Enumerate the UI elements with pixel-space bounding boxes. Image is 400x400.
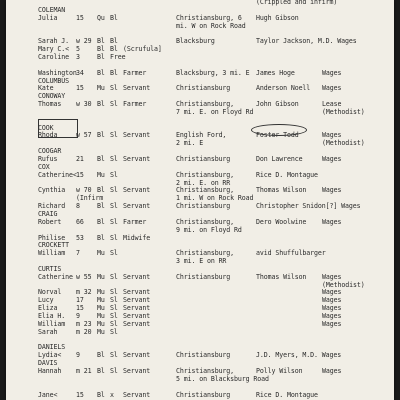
entry-status: Sl — [110, 312, 118, 320]
entry-relation: Bl — [97, 390, 105, 399]
entry-employer: Foster Todd — [256, 131, 299, 140]
register-row — [6, 391, 394, 400]
entry-status: Sl — [110, 84, 118, 93]
entry-residence: Christiansburg, — [176, 366, 235, 375]
entry-status: Sl — [110, 249, 118, 258]
entry-occupation: Farmer — [123, 217, 147, 226]
entry-status: Sl — [110, 100, 118, 109]
entry-relation: Bl — [97, 217, 105, 226]
entry-status: Sl — [110, 304, 118, 313]
entry-age: w 29 — [76, 37, 92, 46]
entry-name: Eliza — [38, 304, 58, 313]
entry-name: Jane< — [38, 390, 58, 399]
entry-relation: Bl — [97, 68, 105, 77]
entry-occupation: Servant — [123, 131, 151, 140]
entry-name: Rhoda — [38, 131, 58, 140]
entry-status: Sl — [110, 272, 118, 281]
entry-name: Lucy — [38, 296, 54, 305]
entry-occupation: Farmer — [123, 68, 147, 77]
entry-residence: Blacksburg, 3 mi. E — [176, 68, 250, 77]
entry-occupation: Servant — [123, 272, 151, 281]
entry-occupation: Servant — [123, 351, 151, 360]
entry-name: CROCKETT — [38, 241, 69, 250]
document-page — [6, 0, 394, 400]
entry-age: m 23 — [76, 319, 92, 328]
entry-status: Sl — [110, 155, 118, 163]
entry-age: 34 — [76, 68, 84, 77]
entry-status: Sl — [110, 319, 118, 328]
entry-relation: Bl — [97, 52, 105, 61]
entry-residence: 7 mi. E. on Floyd Rd — [176, 107, 254, 116]
entry-age: 8 — [76, 202, 80, 211]
entry-notes: Wages — [322, 68, 342, 77]
entry-age: 17 — [76, 296, 84, 305]
entry-name: Lydia< — [38, 351, 62, 360]
entry-employer: James Hoge — [256, 68, 295, 77]
entry-notes: Wages — [322, 296, 342, 305]
entry-occupation: Servant — [123, 186, 151, 195]
entry-notes: Wages — [322, 131, 342, 140]
entry-residence: Christiansburg — [176, 202, 231, 211]
entry-name: COLEMAN — [38, 5, 66, 14]
entry-employer: Christopher Snidon[?] Wages — [256, 202, 361, 211]
entry-age: m 21 — [76, 366, 92, 375]
entry-name: CONOWAY — [38, 92, 66, 101]
entry-name: Hannah — [38, 366, 62, 375]
entry-employer: Hugh Gibson — [256, 13, 299, 22]
entry-age: 9 — [76, 351, 80, 360]
entry-notes: (Methodist) — [322, 107, 365, 116]
entry-relation: Bl — [97, 351, 105, 360]
entry-occupation: Servant — [123, 296, 151, 305]
entry-residence: 5 mi. on Blacksburg Road — [176, 374, 269, 383]
entry-status: Sl — [110, 186, 118, 195]
entry-occupation: Servant — [123, 288, 151, 297]
entry-name: Julia — [38, 13, 58, 22]
entry-residence: 9 mi. on Floyd Rd — [176, 225, 242, 234]
entry-name: Catherine — [38, 272, 73, 281]
entry-relation: Bl — [97, 366, 105, 375]
entry-name: Caroline — [38, 52, 69, 61]
entry-status: Bl — [110, 13, 118, 22]
entry-employer: Polly Wilson — [256, 366, 303, 375]
entry-relation: Bl — [97, 202, 105, 211]
entry-occupation: Servant — [123, 366, 151, 375]
entry-age: w 55 — [76, 272, 92, 281]
entry-notes: Lease — [322, 100, 342, 109]
entry-name: Catherine< — [38, 170, 77, 179]
entry-employer: Don Lawrence — [256, 155, 303, 163]
entry-relation: Bl — [97, 100, 105, 109]
entry-employer: Rice D. Montague — [256, 170, 318, 179]
entry-residence: 2 mi. E — [176, 139, 204, 148]
entry-name: DAVIS — [38, 359, 58, 368]
entry-residence: English Ford, — [176, 131, 227, 140]
entry-status: Free — [110, 52, 126, 61]
entry-age: 15 — [76, 13, 84, 22]
entry-name: Richard — [38, 202, 66, 211]
entry-age: 15 — [76, 390, 84, 399]
entry-employer: Thomas Wilson — [256, 186, 307, 195]
entry-relation: Mu — [97, 319, 105, 328]
entry-relation: Bl — [97, 233, 105, 242]
entry-status: Sl — [110, 351, 118, 360]
entry-occupation: (Scrufula] — [123, 45, 162, 54]
entry-age: 66 — [76, 217, 84, 226]
entry-residence: Christiansburg — [176, 84, 231, 93]
entry-relation: Mu — [97, 272, 105, 281]
entry-name: CRAIG — [38, 209, 58, 218]
entry-occupation: Servant — [123, 390, 151, 399]
entry-relation: Bl — [97, 155, 105, 163]
entry-name: Robert — [38, 217, 62, 226]
entry-age: 15 — [76, 170, 84, 179]
entry-name: Rufus — [38, 155, 58, 163]
entry-name: Washington — [38, 68, 77, 77]
entry-name: Mary C.< — [38, 45, 69, 54]
entry-notes: (Methodist) — [322, 280, 365, 289]
entry-status: Sl — [110, 233, 118, 242]
entry-notes: Wages — [322, 288, 342, 297]
entry-name: Elia H. — [38, 312, 66, 320]
entry-notes: Wages — [322, 304, 342, 313]
entry-status: Bl — [110, 37, 118, 46]
entry-notes: Wages — [322, 272, 342, 281]
entry-occupation: Servant — [123, 84, 151, 93]
entry-relation: Qu — [97, 13, 105, 22]
entry-name: Cynthia — [38, 186, 66, 195]
entry-status: Sl — [110, 170, 118, 179]
entry-name: Norval — [38, 288, 62, 297]
entry-residence: Christiansburg — [176, 351, 231, 360]
entry-status: x — [110, 390, 114, 399]
entry-notes: Wages — [322, 319, 342, 328]
entry-age: 5 — [76, 45, 80, 54]
entry-status: Bl — [110, 68, 118, 77]
entry-residence: Christiansburg, — [176, 186, 235, 195]
entry-employer: Dero Woolwine — [256, 217, 307, 226]
entry-name: Sarah J. — [38, 37, 69, 46]
entry-name: COLUMBUS — [38, 76, 69, 85]
entry-status: Sl — [110, 366, 118, 375]
entry-employer: John Gibson — [256, 100, 299, 109]
entry-status: Sl — [110, 296, 118, 305]
entry-relation: Mu — [97, 249, 105, 258]
entry-notes: Wages — [322, 186, 342, 195]
entry-age: 15 — [76, 304, 84, 313]
entry-status: Bl — [110, 45, 118, 54]
entry-occupation: Midwife — [123, 233, 151, 242]
entry-notes: Wages — [322, 217, 342, 226]
entry-name: William — [38, 249, 66, 258]
entry-employer: Taylor Jackson, M.D. Wages — [256, 37, 357, 46]
entry-employer: J.D. Myers, M.D. Wages — [256, 351, 342, 360]
entry-name: Sarah — [38, 327, 58, 336]
entry-occupation: Servant — [123, 319, 151, 328]
entry-employer: (Crippled and infirm) — [256, 0, 338, 6]
entry-residence: mi. W on Rock Road — [176, 21, 246, 30]
entry-name: COOK — [38, 123, 54, 132]
entry-relation: Bl — [97, 45, 105, 54]
entry-age: m 20 — [76, 327, 92, 336]
entry-notes: Wages — [322, 155, 342, 163]
entry-residence: 1 mi. W on Rock Road — [176, 194, 254, 203]
entry-age: 3 — [76, 52, 80, 61]
entry-status: Sl — [110, 327, 118, 336]
entry-occupation: Servant — [123, 155, 151, 163]
entry-relation: Mu — [97, 288, 105, 297]
entry-relation: Bl — [97, 131, 105, 140]
entry-name: DANIELS — [38, 343, 66, 352]
entry-residence: 2 mi. E. on RR — [176, 178, 231, 187]
entry-age: 15 — [76, 84, 84, 93]
entry-relation: Bl — [97, 186, 105, 195]
entry-employer: Thomas Wilson — [256, 272, 307, 281]
entry-employer: avid Shuffulbarger — [256, 249, 326, 258]
entry-age: (Infirm — [76, 194, 104, 203]
entry-age: 53 — [76, 233, 84, 242]
entry-residence: Christiansburg, — [176, 249, 235, 258]
entry-notes: Wages — [322, 312, 342, 320]
entry-employer: Rice D. Montague — [256, 390, 318, 399]
entry-age: w 70 — [76, 186, 92, 195]
entry-name: Thomas — [38, 100, 62, 109]
entry-residence: Christiansburg, — [176, 217, 235, 226]
entry-relation: Mu — [97, 170, 105, 179]
entry-employer: Anderson Noell — [256, 84, 311, 93]
entry-age: 21 — [76, 155, 84, 163]
entry-residence: Christiansburg, 6 — [176, 13, 242, 22]
entry-occupation: Farmer — [123, 100, 147, 109]
register-rows — [6, 0, 394, 400]
entry-notes: Wages — [322, 366, 342, 375]
handwritten-box-mark — [38, 119, 78, 138]
entry-residence: 3 mi. E on RR — [176, 257, 227, 266]
entry-name: Philise — [38, 233, 66, 242]
entry-residence: Blacksburg — [176, 37, 215, 46]
entry-status: Sl — [110, 217, 118, 226]
entry-name: CURTIS — [38, 264, 62, 273]
entry-age: w 57 — [76, 131, 92, 140]
entry-name: Kate — [38, 84, 54, 93]
entry-notes: (Methodist) — [322, 139, 365, 148]
entry-occupation: Servant — [123, 304, 151, 313]
entry-age: 7 — [76, 249, 80, 258]
entry-residence: Christiansburg — [176, 272, 231, 281]
entry-age: w 30 — [76, 100, 92, 109]
entry-relation: Mu — [97, 312, 105, 320]
entry-status: Sl — [110, 202, 118, 211]
entry-occupation: Servant — [123, 202, 151, 211]
entry-residence: Christiansburg — [176, 390, 231, 399]
entry-age: 9 — [76, 312, 80, 320]
entry-status: Sl — [110, 288, 118, 297]
handwritten-circle-mark — [251, 124, 307, 136]
entry-relation: Bl — [97, 37, 105, 46]
entry-occupation: Servant — [123, 312, 151, 320]
entry-status: Sl — [110, 131, 118, 140]
entry-notes: Wages — [322, 84, 342, 93]
entry-residence: Christiansburg, — [176, 100, 235, 109]
entry-name: COX — [38, 162, 50, 171]
entry-relation: Mu — [97, 327, 105, 336]
entry-relation: Mu — [97, 304, 105, 313]
entry-residence: Christiansburg — [176, 155, 231, 163]
entry-relation: Mu — [97, 84, 105, 93]
entry-name: COOGAR — [38, 147, 62, 156]
entry-relation: Mu — [97, 296, 105, 305]
entry-name: William — [38, 319, 66, 328]
entry-age: m 32 — [76, 288, 92, 297]
entry-residence: Christiansburg, — [176, 170, 235, 179]
